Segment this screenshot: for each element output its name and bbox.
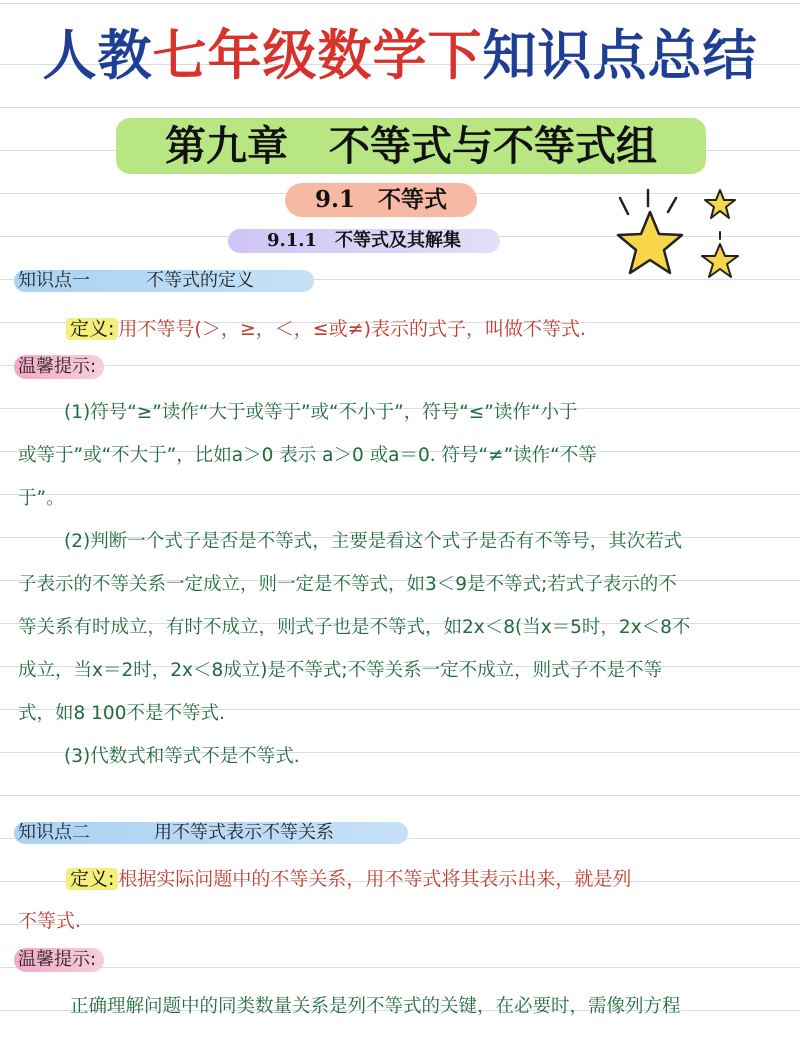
page-title (0, 20, 800, 90)
title-part-1: 人教 (42, 23, 153, 87)
kp1-line-7: 成立，当x＝2时，2x＜8成立)是不等式;不等关系一定不成立，则式子不是不等 (18, 660, 663, 681)
kp1-line-1: (1)符号“≥”读作“大于或等于”或“不小于”，符号“≤”读作“小于 (64, 402, 578, 423)
kp2-title: 用不等式表示不等关系 (154, 822, 334, 843)
kp1-line-4: (2)判断一个式子是否是不等式，主要是看这个式子是否有不等号，其次若式 (64, 531, 683, 552)
kp1-definition-text: 用不等号(＞，≥，＜，≤或≠)表示的式子，叫做不等式. (118, 318, 587, 340)
kp1-line-9: (3)代数式和等式不是不等式. (64, 746, 300, 767)
kp2-definition-text: 根据实际问题中的不等关系，用不等式将其表示出来，就是列 (118, 868, 632, 890)
kp1-line-8: 式，如8 100不是不等式. (18, 703, 225, 724)
star-icon (618, 212, 682, 273)
stars-decoration (600, 182, 750, 292)
title-part-2: 七年级数学下 (152, 23, 483, 87)
kp2-definition-tag: 定义: (66, 868, 118, 890)
kp1-title: 不等式的定义 (146, 270, 254, 291)
kp2-line-1: 正确理解问题中的同类数量关系是列不等式的关键，在必要时，需像列方程 (70, 996, 681, 1017)
subsection-heading: 9.1.1 不等式及其解集 (228, 229, 500, 253)
chapter-heading: 第九章 不等式与不等式组 (116, 118, 706, 174)
kp1-label: 知识点一 (18, 270, 90, 291)
kp2-definition-line-2: 不等式. (18, 910, 82, 932)
kp1-line-6: 等关系有时成立，有时不成立，则式子也是不等式，如2x＜8(当x＝5时，2x＜8不 (18, 617, 691, 638)
kp1-definition-tag: 定义: (66, 318, 118, 340)
kp1-definition (0, 314, 800, 341)
kp2-tip-label: 温馨提示: (14, 948, 104, 972)
kp2-label: 知识点二 (18, 822, 90, 843)
kp2-definition (0, 864, 800, 891)
small-star-icon (705, 190, 735, 218)
knowledge-point-1 (14, 270, 314, 292)
kp1-line-2: 或等于”或“不大于”，比如a＞0 表示 a＞0 或a＝0. 符号“≠”读作“不等 (18, 445, 597, 466)
kp1-line-5: 子表示的不等关系一定成立，则一定是不等式，如3＜9是不等式;若式子表示的不 (18, 574, 677, 595)
section-heading: 9.1 不等式 (285, 183, 477, 217)
kp1-tip-label: 温馨提示: (14, 355, 104, 379)
knowledge-point-2 (14, 822, 408, 844)
kp1-line-3: 于”。 (18, 488, 65, 509)
sparkle-icon (620, 190, 676, 214)
small-star-icon (702, 232, 738, 277)
title-part-3: 知识点总结 (482, 23, 758, 87)
